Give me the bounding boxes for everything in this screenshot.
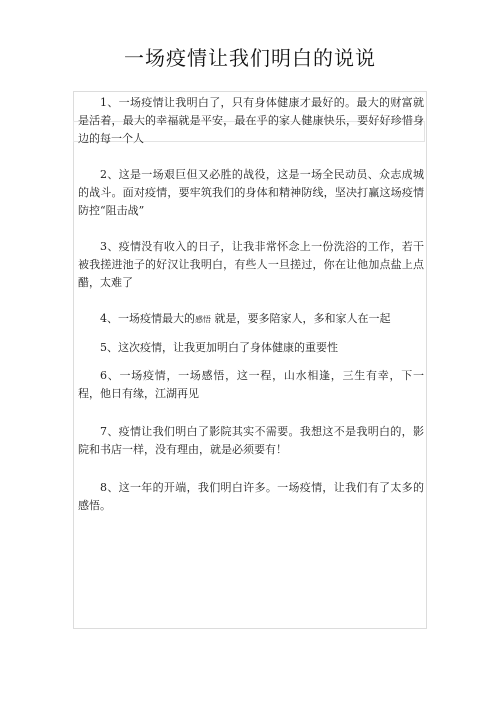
frame-divider [424, 121, 425, 141]
paragraph-1: 1、一场疫情让我明白了，只有身体健康才最好的。最大的财富就是活着，最大的幸福就是平安，最在乎的家人健康快乐，要好好珍惜身边的每一个人 [78, 96, 424, 145]
paragraph-5: 5、这次疫情，让我更加明白了身体健康的重要性 [100, 341, 338, 354]
paragraph-3: 3、疫情没有收入的日子，让我非常怀念上一份洗浴的工作，若干被我搓进池子的好汉让我明白，有些人一旦搓过，你在让他加点盐上点醋，太难了 [78, 240, 424, 289]
paragraph-4 [78, 310, 424, 329]
paragraph-4-part-b: 就是，要多陪家人，多和家人在一起 [214, 312, 391, 325]
paragraph-8: 8、这一年的开端，我们明白许多。一场疫情，让我们有了太多的感悟。 [78, 481, 424, 512]
document-body [78, 90, 424, 515]
paragraph-4-small-text: 感悟 [195, 315, 211, 324]
paragraph-6: 6、一场疫情，一场感悟，这一程，山水相逢，三生有幸，下一程，他日有缘，江湖再见 [78, 369, 424, 400]
paragraph-4-part-a: 4、一场疫情最大的 [100, 312, 195, 325]
paragraph-7: 7、疫情让我们明白了影院其实不需要。我想这不是我明白的，影院和书店一样，没有理由，就是必须要有！ [78, 425, 424, 456]
frame-divider [73, 121, 74, 141]
page-title: 一场疫情让我们明白的说说 [124, 46, 376, 70]
paragraph-2: 2、这是一场艰巨但又必胜的战役，这是一场全民动员、众志成城的战斗。面对疫情，要牢筑我们的身体和精神防线，坚决打赢这场疫情防控“阻击战” [78, 168, 424, 217]
